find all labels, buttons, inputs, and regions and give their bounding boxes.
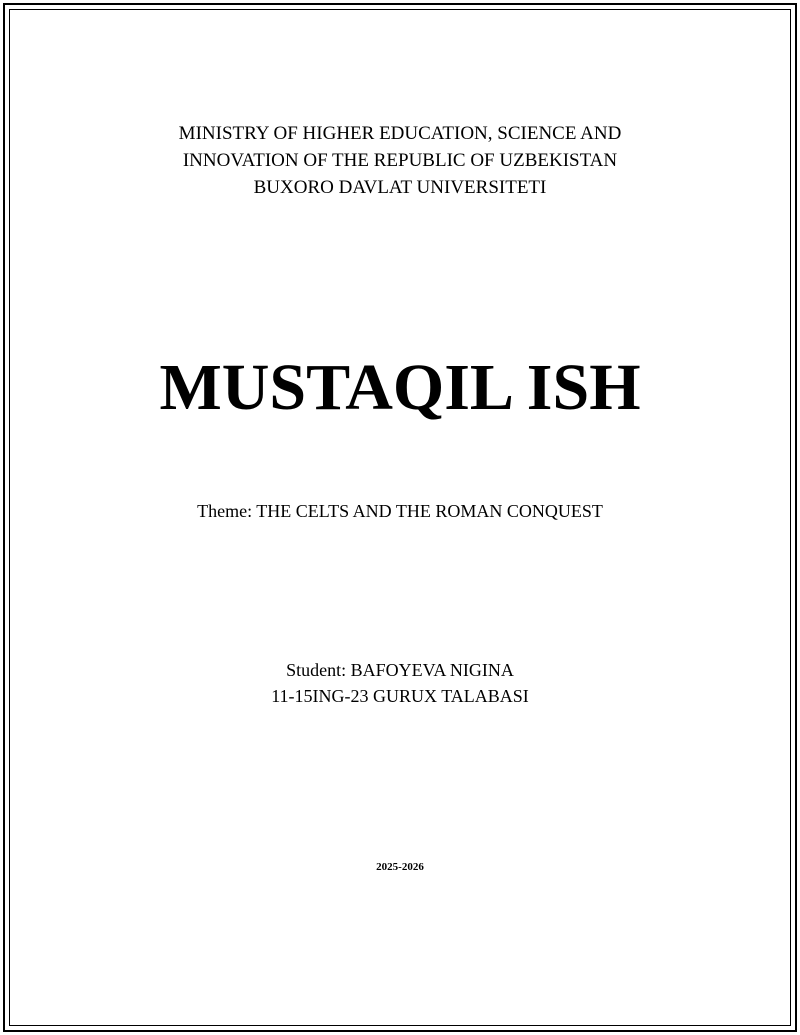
ministry-line-2: INNOVATION OF THE REPUBLIC OF UZBEKISTAN [182, 150, 618, 171]
document-title: MUSTAQIL ISH [159, 351, 641, 424]
student-name: Student: BAFOYEVA NIGINA [286, 660, 514, 680]
document-theme: Theme: THE CELTS AND THE ROMAN CONQUEST [197, 501, 603, 521]
institution-header [0, 120, 800, 201]
student-group: 11-15ING-23 GURUX TALABASI [271, 686, 529, 706]
ministry-line-1: MINISTRY OF HIGHER EDUCATION, SCIENCE AND [178, 123, 622, 144]
university-name: BUXORO DAVLAT UNIVERSITETI [253, 177, 547, 198]
academic-year: 2025-2026 [376, 861, 424, 873]
student-info [0, 657, 800, 709]
